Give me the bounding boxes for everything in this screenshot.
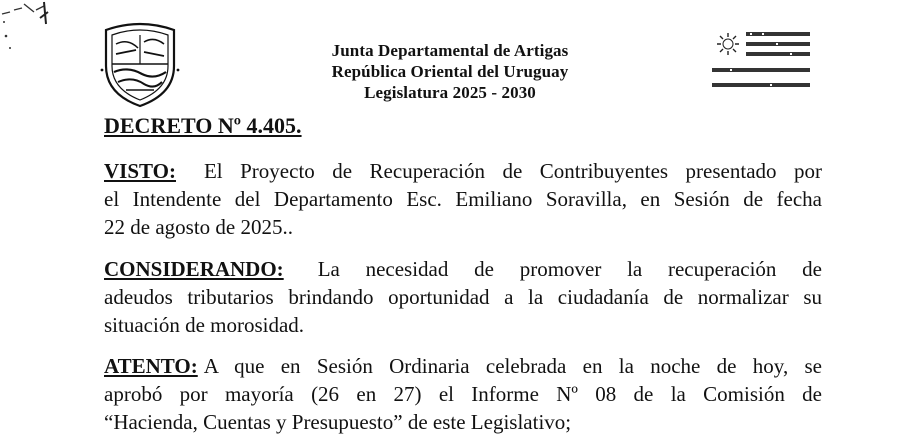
visto-label: VISTO: (104, 159, 176, 183)
visto-line-1 (104, 157, 822, 185)
atento-paragraph (104, 352, 822, 436)
considerando-paragraph (104, 255, 822, 339)
atento-line-2: aprobó por mayoría (26 en 27) el Informe Nº 08 de la Comisión de (104, 382, 822, 406)
header-line-1: Junta Departamental de Artigas (331, 41, 569, 60)
atento-text-1: A que en Sesión Ordinaria celebrada en la noche de hoy, se (203, 354, 822, 378)
considerando-line-3: situación de morosidad. (104, 313, 305, 337)
considerando-line-1 (104, 255, 822, 283)
decree-title: DECRETO Nº 4.405. (104, 113, 302, 138)
considerando-text-1: La necesidad de promover la recuperación de (317, 257, 822, 281)
institution-header (300, 40, 600, 103)
scan-specks-icon (0, 0, 70, 60)
visto-text-1: El Proyecto de Recuperación de Contribuyentes presentado por (203, 159, 822, 183)
header-line-2: República Oriental del Uruguay (331, 62, 569, 81)
atento-label: ATENTO: (104, 354, 198, 378)
considerando-line-2: adeudos tributarios brindando oportunidad a la ciudadanía de normalizar su (104, 285, 822, 309)
visto-line-2: el Intendente del Departamento Esc. Emiliano Soravilla, en Sesión de fecha (104, 187, 822, 211)
atento-line-3: “Hacienda, Cuentas y Presupuesto” de este Legislativo; (104, 410, 572, 434)
considerando-label: CONSIDERANDO: (104, 257, 284, 281)
header-line-3: Legislatura 2025 - 2030 (364, 83, 536, 102)
departmental-coat-of-arms-icon (98, 20, 182, 108)
uruguay-flag-icon (710, 28, 812, 92)
atento-line-1 (104, 352, 822, 380)
visto-paragraph (104, 157, 822, 241)
visto-line-3: 22 de agosto de 2025.. (104, 215, 293, 239)
